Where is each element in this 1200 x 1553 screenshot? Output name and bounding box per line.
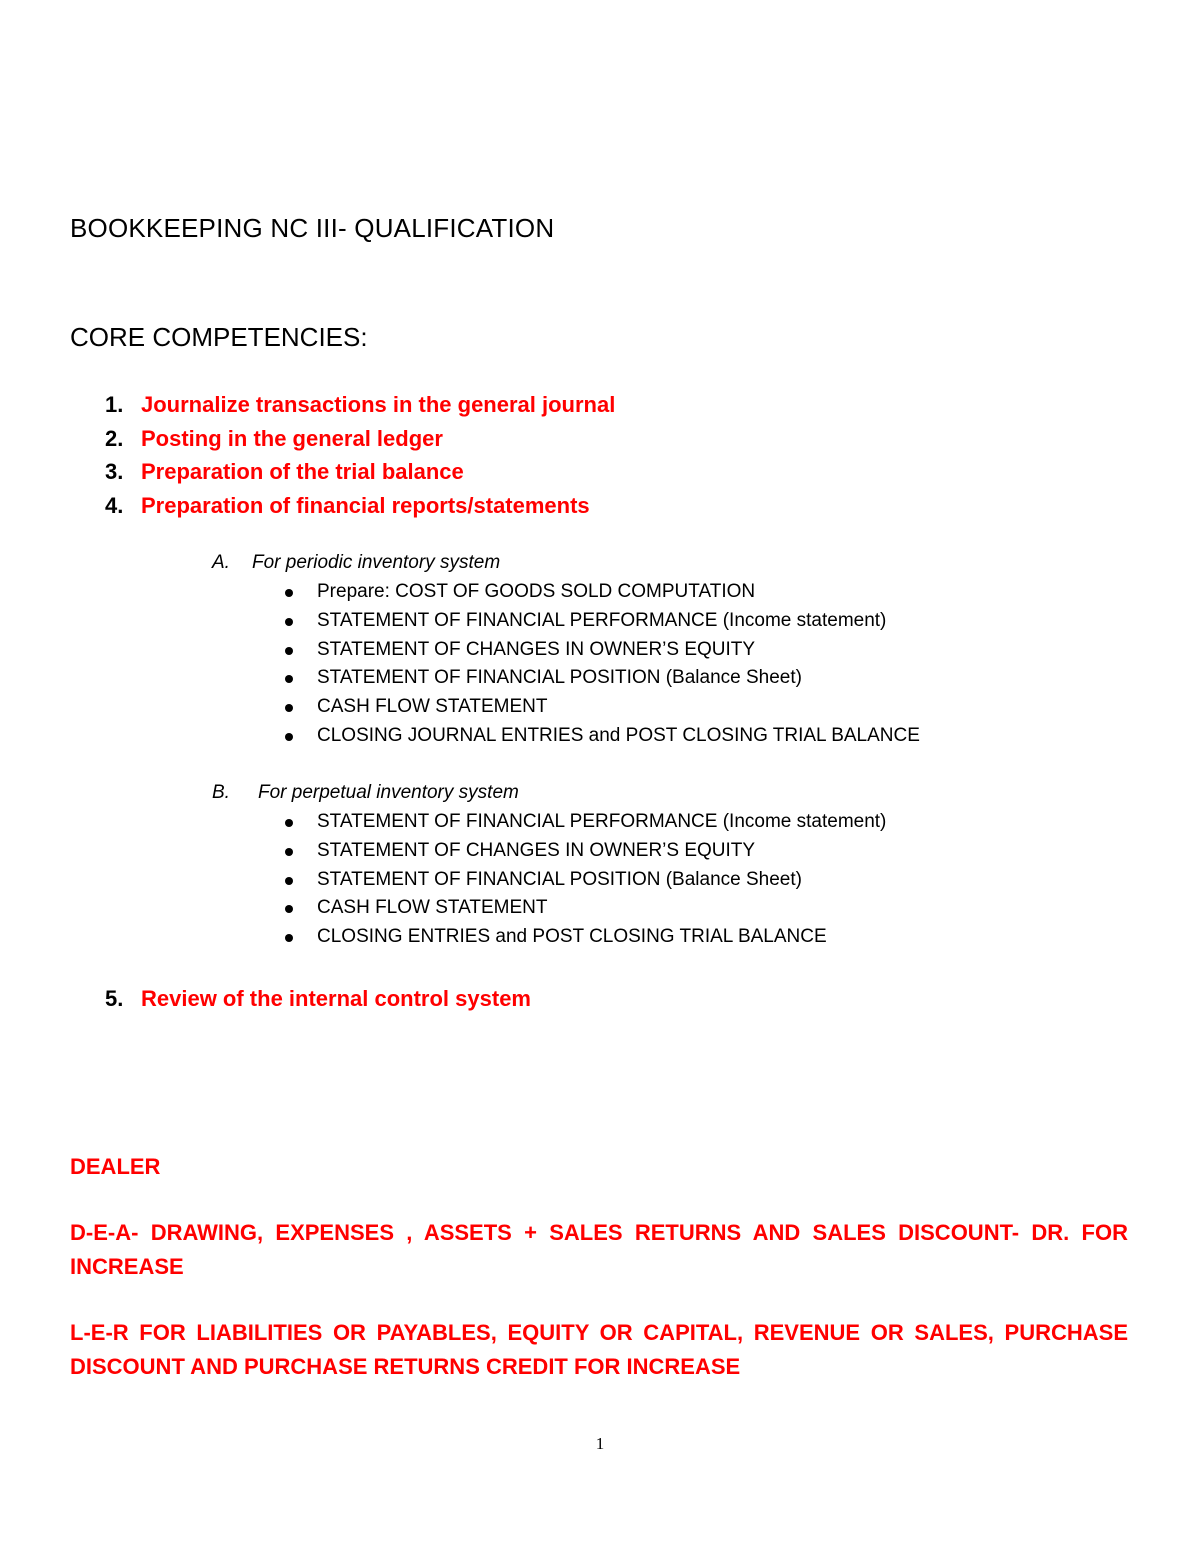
section-a-heading bbox=[212, 552, 500, 574]
ler-paragraph: L-E-R FOR LIABILITIES OR PAYABLES, EQUITY OR CAPITAL, REVENUE OR SALES, PURCHASE DISCOUNT AND PURCHASE RETURNS CREDIT FOR INCREASE bbox=[70, 1320, 1128, 1379]
list-number: 3. bbox=[105, 459, 124, 484]
section-letter: B. bbox=[212, 782, 230, 803]
list-number: 5. bbox=[105, 986, 124, 1011]
list-item-competency-5 bbox=[105, 982, 531, 1015]
list-item bbox=[105, 455, 615, 489]
section-b-bullet-list bbox=[285, 808, 886, 952]
page-number: 1 bbox=[595, 1434, 605, 1453]
list-item-text: Posting in the general ledger bbox=[141, 425, 443, 451]
competencies-list bbox=[105, 388, 615, 522]
section-a-bullet-list bbox=[285, 578, 920, 751]
list-item bbox=[105, 422, 615, 456]
list-item-text: Journalize transactions in the general journal bbox=[141, 392, 616, 417]
list-item bbox=[105, 388, 615, 422]
section-heading-text: For perpetual inventory system bbox=[258, 782, 519, 803]
dea-paragraph: D-E-A- DRAWING, EXPENSES , ASSETS + SALES RETURNS AND SALES DISCOUNT- DR. FOR INCREASE bbox=[70, 1220, 1128, 1279]
bullet-item: CASH FLOW STATEMENT bbox=[285, 693, 920, 722]
bullet-item: STATEMENT OF FINANCIAL POSITION (Balance Sheet) bbox=[285, 866, 886, 895]
list-item bbox=[105, 489, 615, 523]
section-b-heading bbox=[212, 782, 519, 804]
bullet-item: STATEMENT OF CHANGES IN OWNER’S EQUITY bbox=[285, 636, 920, 665]
bullet-item: STATEMENT OF FINANCIAL PERFORMANCE (Income statement) bbox=[285, 607, 920, 636]
section-letter: A. bbox=[212, 552, 230, 573]
bullet-item: CLOSING ENTRIES and POST CLOSING TRIAL BALANCE bbox=[285, 923, 886, 952]
list-item-text: Review of the internal control system bbox=[141, 986, 531, 1011]
bullet-item: Prepare: COST OF GOODS SOLD COMPUTATION bbox=[285, 578, 920, 607]
bullet-item: STATEMENT OF CHANGES IN OWNER’S EQUITY bbox=[285, 837, 886, 866]
bullet-item: CLOSING JOURNAL ENTRIES and POST CLOSING TRIAL BALANCE bbox=[285, 722, 920, 751]
list-number: 2. bbox=[105, 425, 124, 451]
list-number: 1. bbox=[105, 392, 124, 417]
bullet-item: CASH FLOW STATEMENT bbox=[285, 894, 886, 923]
section-heading-text: For periodic inventory system bbox=[252, 552, 501, 573]
section-heading-core-competencies: CORE COMPETENCIES: bbox=[70, 322, 368, 352]
document-title: BOOKKEEPING NC III- QUALIFICATION bbox=[70, 213, 555, 243]
dealer-heading: DEALER bbox=[70, 1154, 161, 1179]
bullet-item: STATEMENT OF FINANCIAL PERFORMANCE (Income statement) bbox=[285, 808, 886, 837]
bullet-item: STATEMENT OF FINANCIAL POSITION (Balance Sheet) bbox=[285, 664, 920, 693]
list-number: 4. bbox=[105, 492, 124, 518]
list-item-text: Preparation of the trial balance bbox=[141, 459, 464, 484]
list-item-text: Preparation of financial reports/statements bbox=[141, 492, 590, 518]
